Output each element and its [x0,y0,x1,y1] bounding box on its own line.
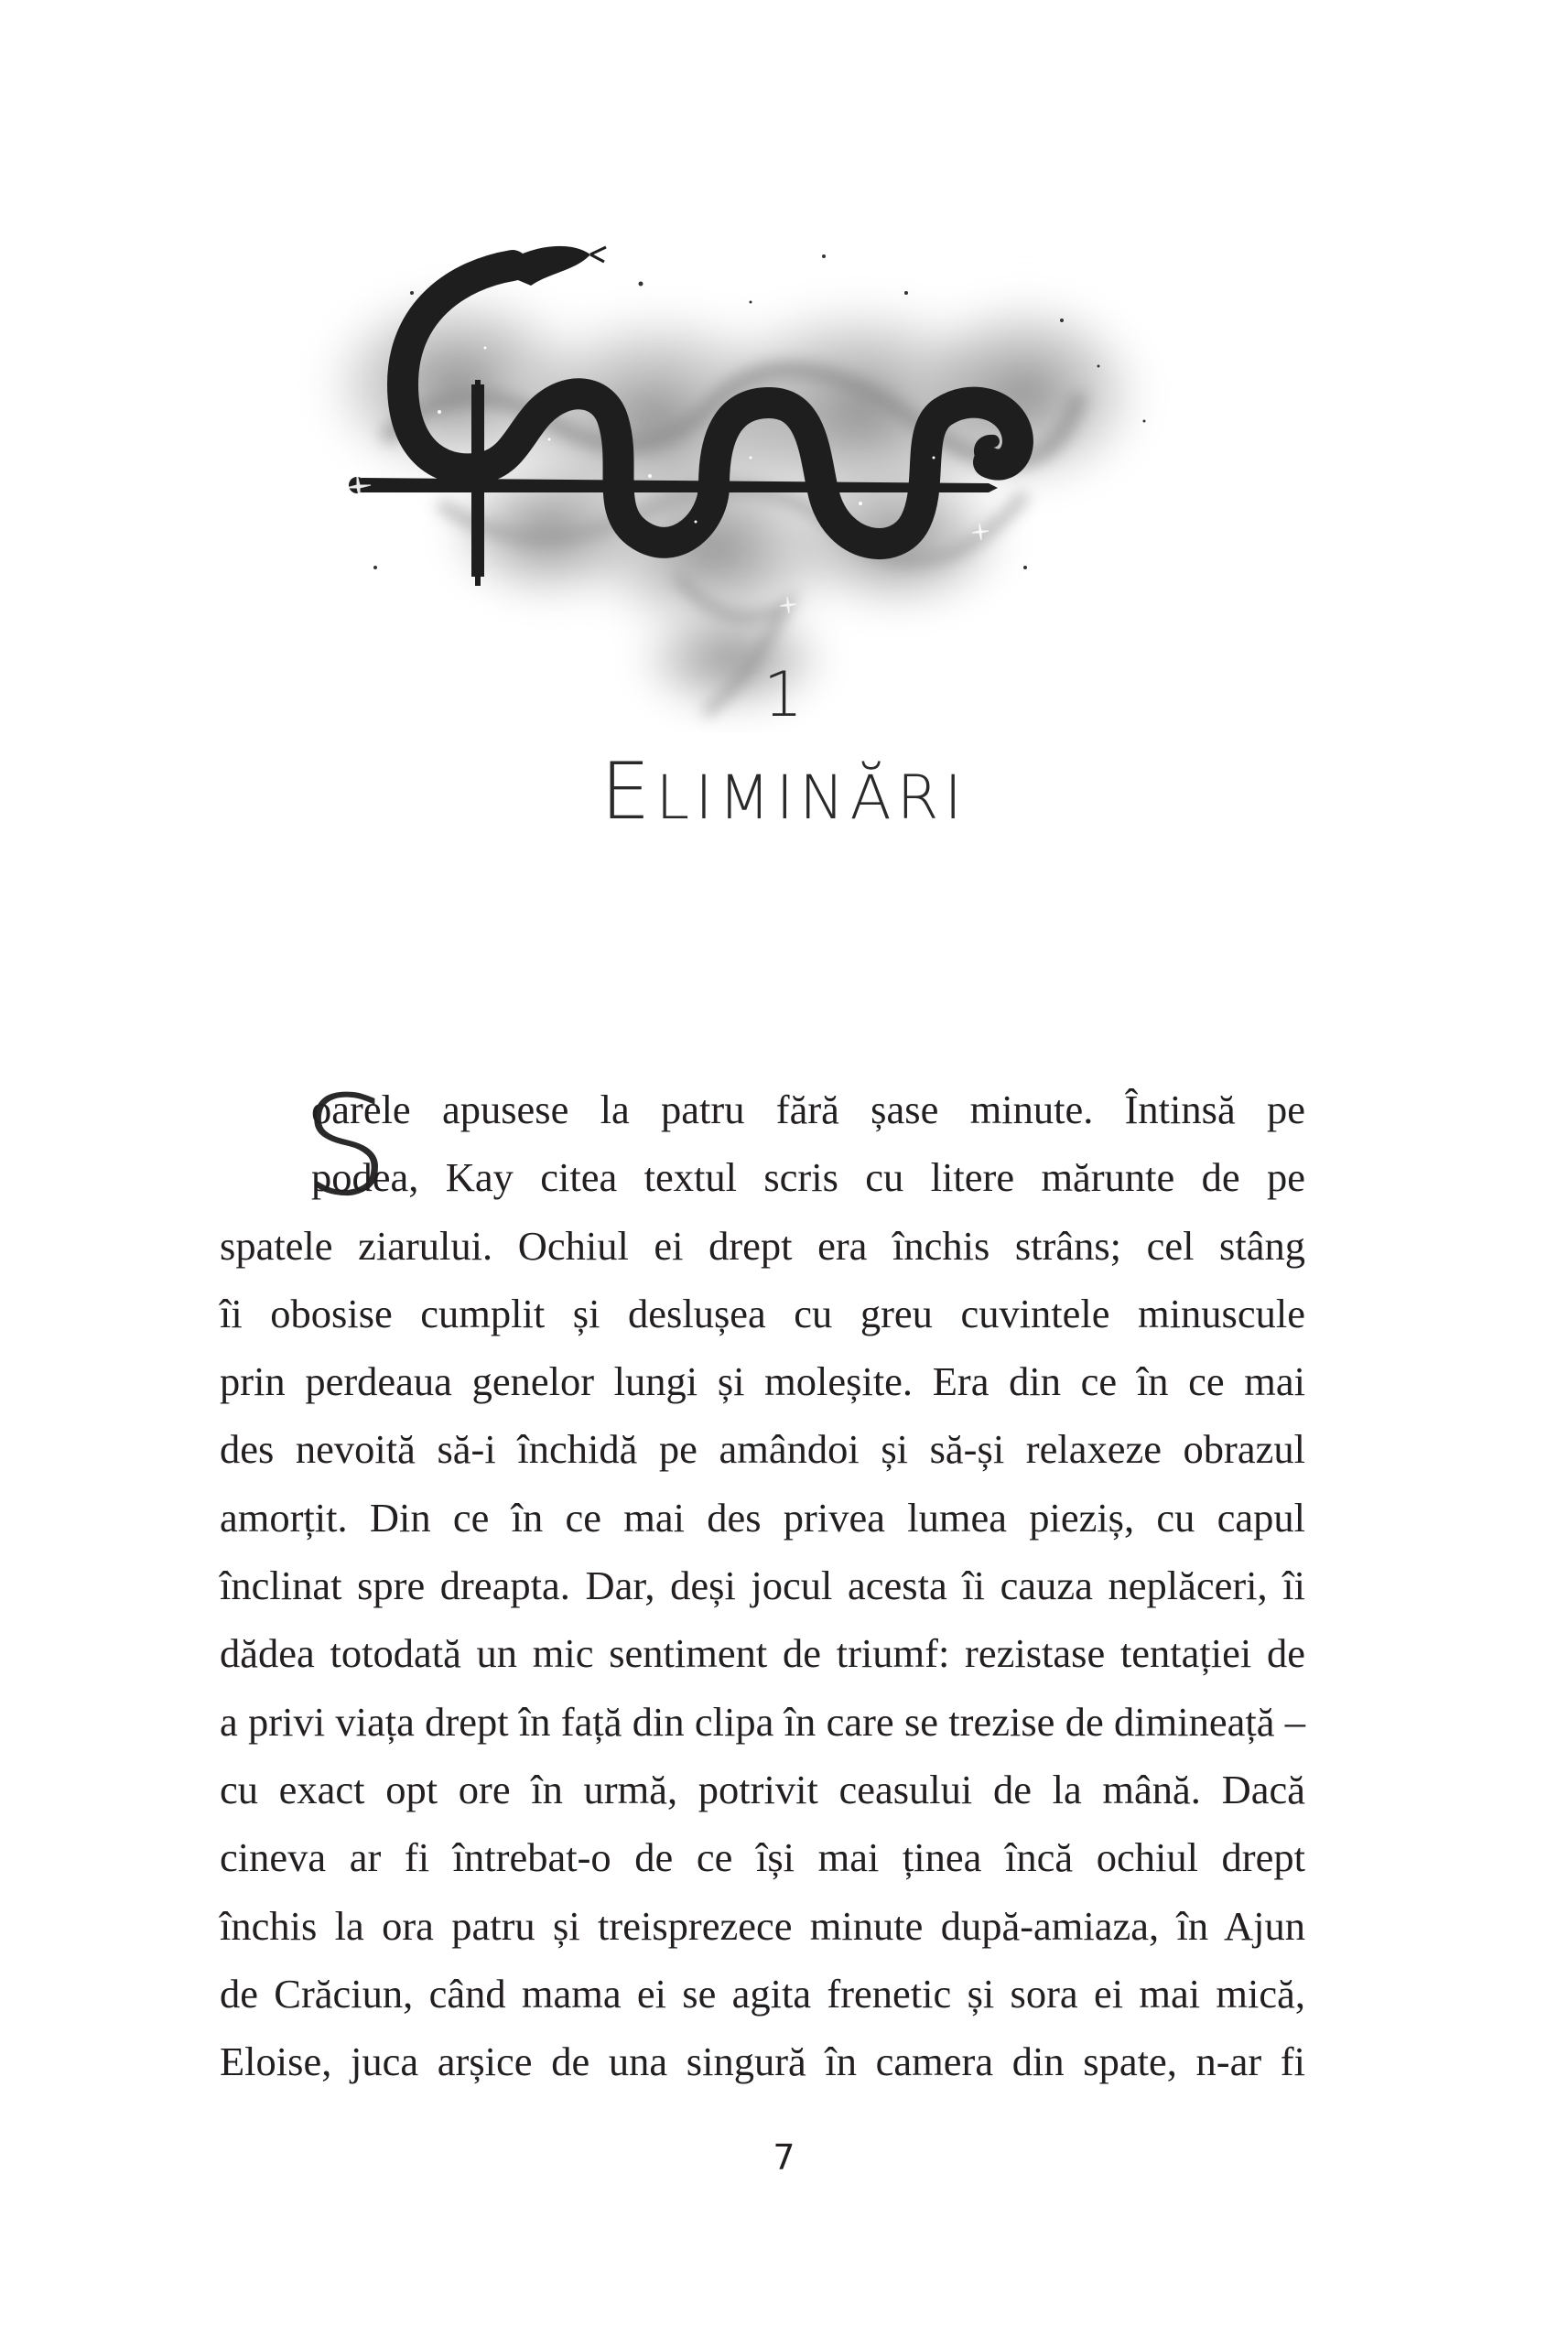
chapter-title-rest: LIMINĂRI [655,762,968,833]
snake-sword-illustration [275,183,1190,732]
text-line: îi obosise cumplit și deslușea cu greu cuvintele minuscule [220,1290,1305,1336]
page-number: 7 [773,2137,795,2178]
chapter-number: 1 [762,659,806,731]
smoke-cloud [302,275,1162,723]
text-line: cineva ar fi întrebat-o de ce își mai ținea încă ochiul drept [220,1834,1305,1881]
text-line: podea, Kay citea textul scris cu litere mărunte de pe [311,1154,1305,1201]
text-line: dădea totodată un mic sentiment de triumf: rezistase tentației de [220,1630,1305,1677]
text-line: amorțit. Din ce în ce mai des privea lumea pieziș, cu capul [220,1494,1305,1541]
chapter-title [0,746,1568,838]
text-line: a privi viața drept în față din clipa în care se trezise de dimineață – [220,1698,1305,1745]
drop-cap: S [302,1067,390,1227]
text-line: oarele apusese la patru fără șase minute. Întinsă pe [311,1087,1305,1132]
text-line: spatele ziarului. Ochiul ei drept era închis strâns; cel stâng [220,1222,1305,1269]
text-line: Eloise, juca arșice de una singură în camera din spate, n-ar fi [220,2038,1305,2085]
body-text [220,1067,1305,2095]
text-line: înclinat spre dreapta. Dar, deși jocul acesta îi cauza neplăceri, îi [220,1563,1305,1609]
text-line: cu exact opt ore în urmă, potrivit ceasului de la mână. Dacă [220,1766,1305,1812]
text-line: închis la ora patru și treisprezece minute după-amiaza, în Ajun [220,1902,1305,1949]
chapter-title-initial: E [600,746,656,838]
text-line: prin perdeaua genelor lungi și moleșite. Era din ce în ce mai [220,1358,1305,1405]
text-line: de Crăciun, când mama ei se agita frenetic și sora ei mai mică, [220,1970,1305,2017]
text-line: des nevoită să-i închidă pe amândoi și să-și relaxeze obrazul [220,1426,1305,1473]
